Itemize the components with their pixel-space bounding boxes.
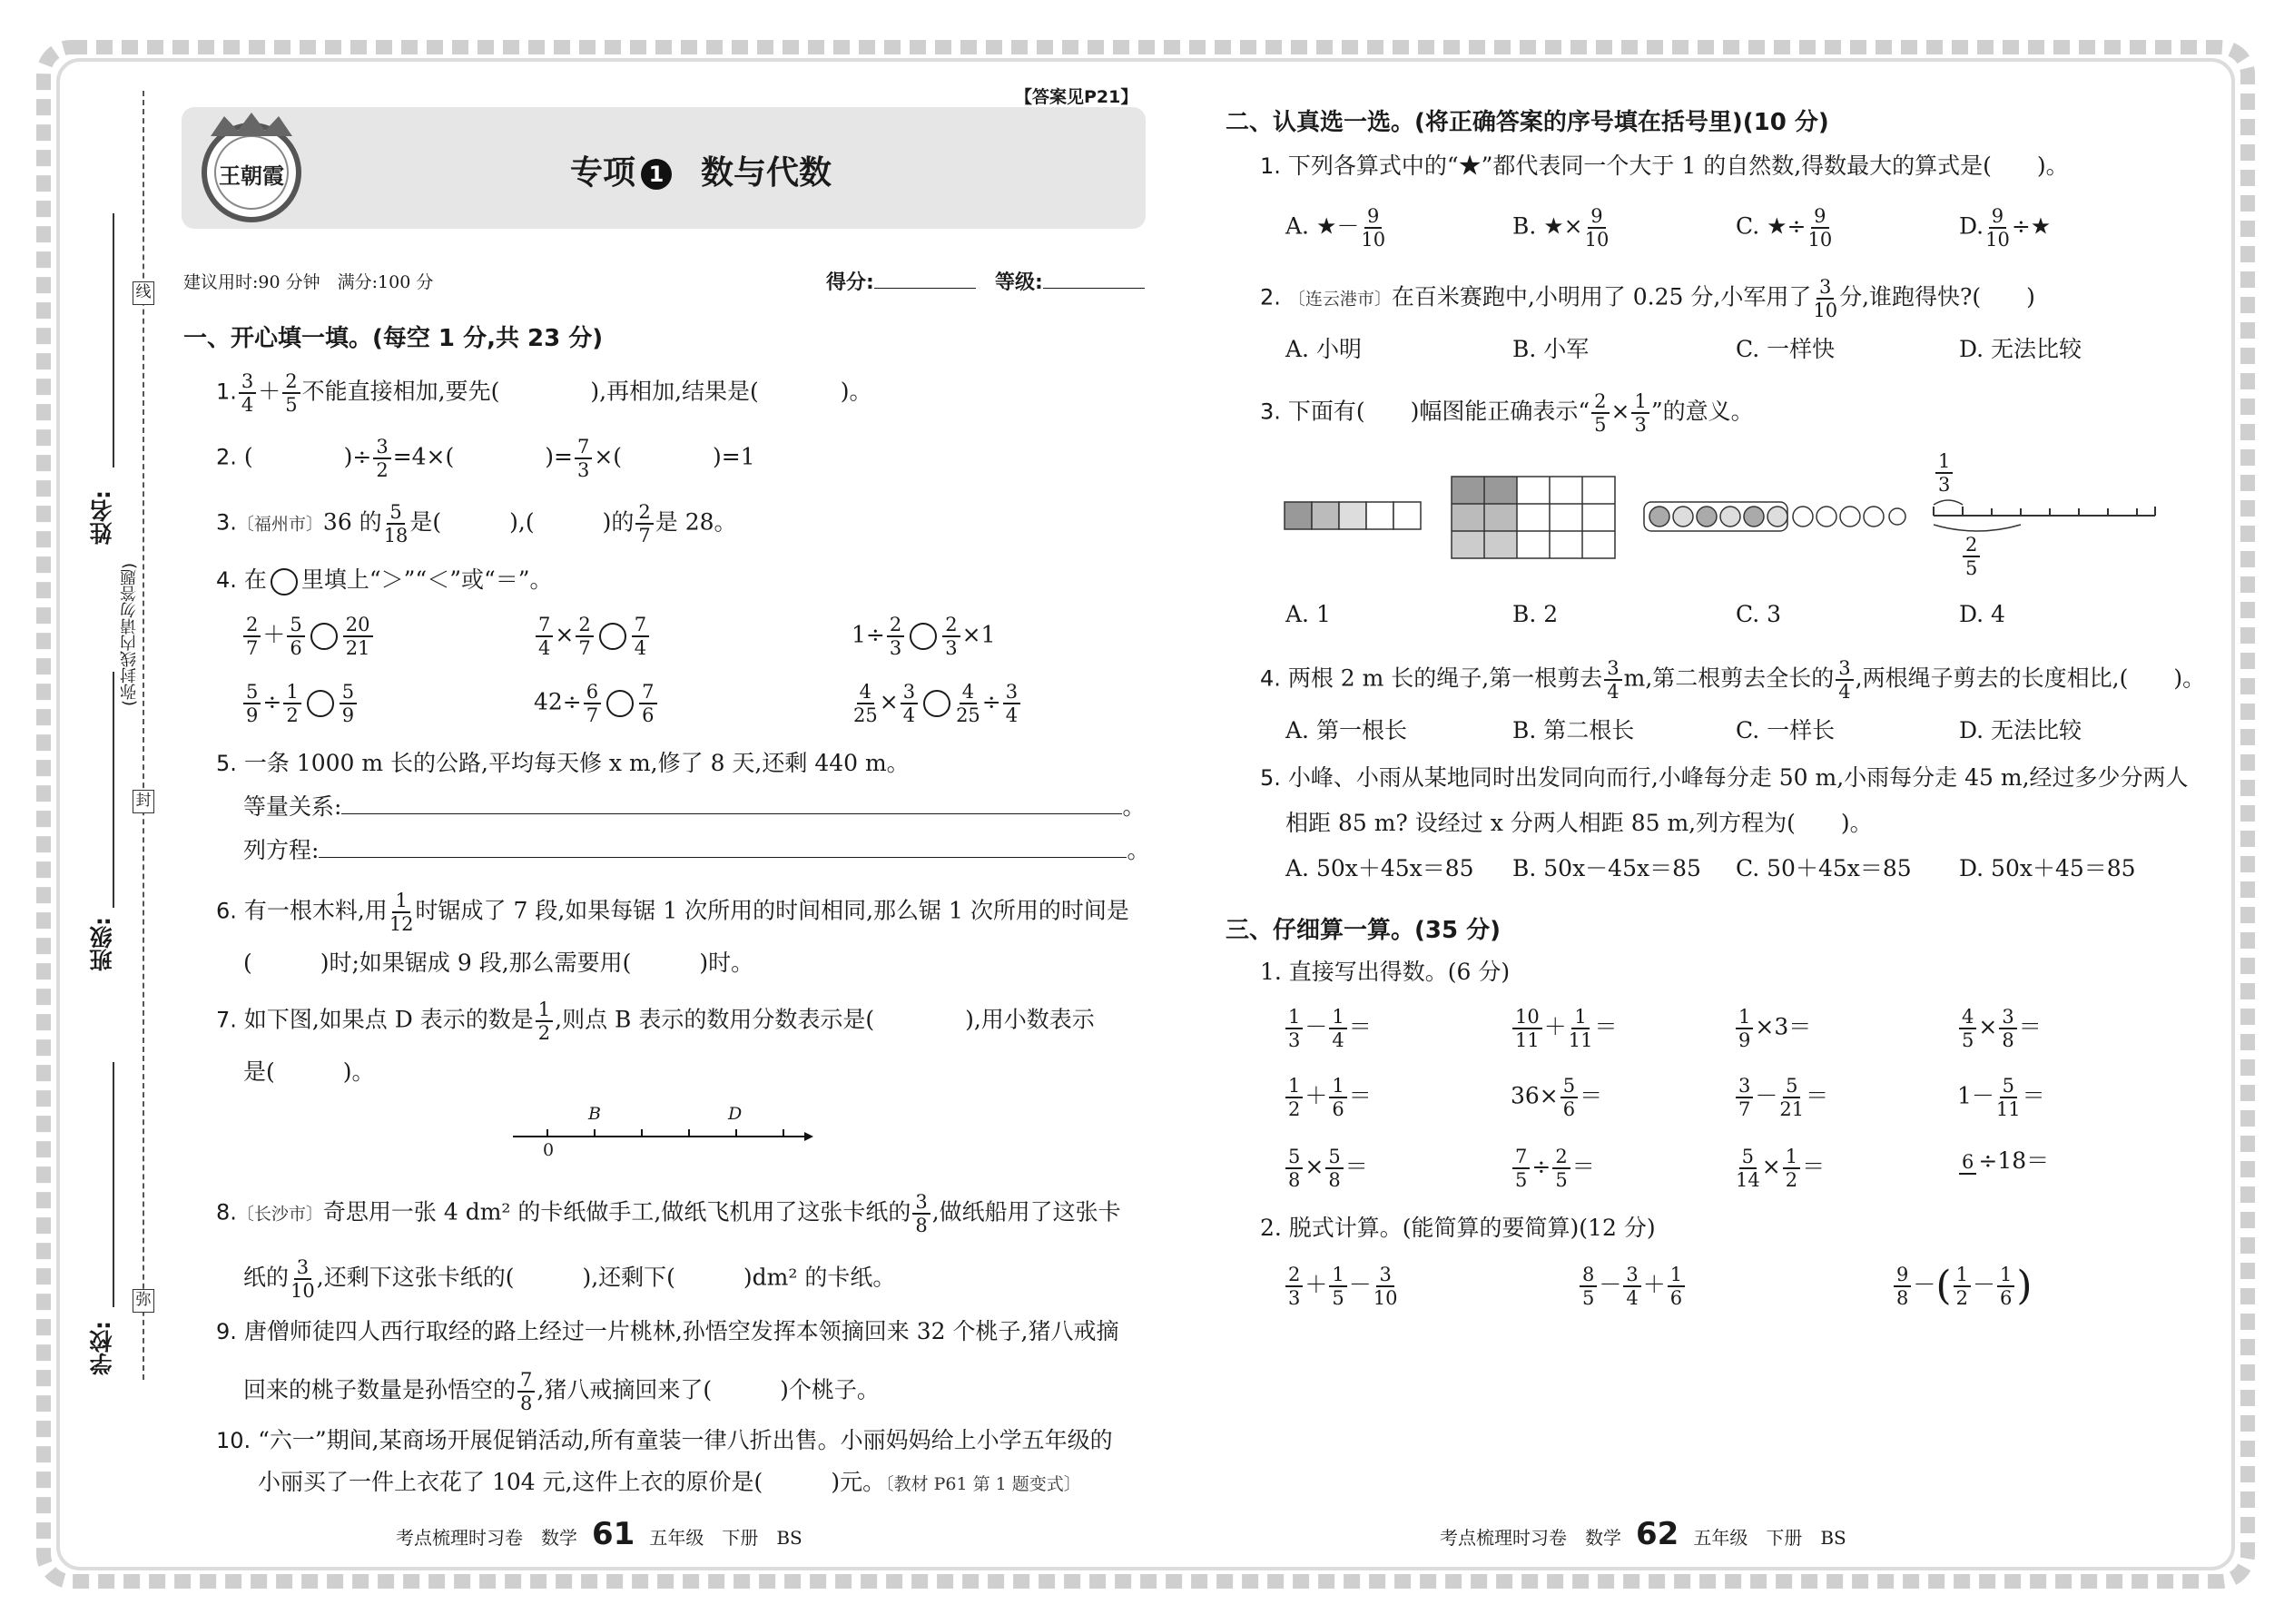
title-badge: 1: [641, 159, 672, 190]
s1-q4: 4. 在 里填上“＞”“＜”或“＝”。: [216, 565, 553, 595]
s2-q1-option-c[interactable]: C. ★÷ $\frac{9}{10}$: [1736, 205, 1833, 251]
section2-title: 二、认真选一选。(将正确答案的序号填在括号里)(10 分): [1226, 109, 1829, 136]
s1-q9-cont: 回来的桃子数量是孙悟空的 $\frac{7}{8}$ ,猪八戒摘回来了( )个桃子。: [243, 1369, 880, 1414]
segment-top-fraction: $\frac{1}{3}$: [1934, 450, 1954, 496]
s2-q5-option-a[interactable]: A. 50x＋45x＝85: [1285, 855, 1474, 881]
binding-mark-xian: 线: [133, 281, 154, 305]
page-title: 专项 1 数与代数: [570, 154, 832, 192]
s2-q3: 3. 下面有( )幅图能正确表示“ $\frac{2}{5}$ × $\frac{1}{3}$ ”的意义。: [1260, 390, 1754, 436]
s2-q1: 1. 下列各算式中的“★”都代表同一个大于 1 的自然数,得数最大的算式是( )。: [1260, 153, 2069, 179]
s2-q4: 4. 两根 2 m 长的绳子,第一根剪去 $\frac{3}{4}$ m,第二根剪去全长的 $\frac{3}{4}$ ,两根绳子剪去的长度相比,( )。: [1260, 657, 2206, 703]
svg-text:王朝霞: 王朝霞: [219, 162, 284, 189]
s2-q3-option-c[interactable]: C. 3: [1736, 601, 1782, 627]
brand-logo: [192, 109, 310, 227]
s1-q2: 2. ( )÷ $\frac{3}{2}$ =4×( )= $\frac{7}{3}$ ×( )=1: [216, 436, 755, 481]
s3-part1-title: 1. 直接写出得数。(6 分): [1260, 959, 1511, 985]
s2-q2: 2. 〔连云港市〕在百米赛跑中,小明用了 0.25 分,小军用了 $\frac{3}{10}$ 分,谁跑得快?( ): [1260, 276, 2035, 321]
s2-q4-option-c[interactable]: C. 一样长: [1736, 717, 1836, 743]
class-line: [113, 672, 114, 908]
calc-10: $\frac{7}{5}$ ÷ $\frac{2}{5}$ ＝: [1511, 1146, 1595, 1191]
s1-q3: 3.〔福州市〕36 的 $\frac{5}{18}$ 是( ),( )的 $\frac{2}{7}$ 是 28。: [216, 501, 737, 546]
s3-part2-title: 2. 脱式计算。(能简算的要简算)(12 分): [1260, 1215, 1656, 1241]
grade-field[interactable]: 等级:: [995, 267, 1145, 295]
calc-6: 36× $\frac{5}{6}$ ＝: [1511, 1075, 1603, 1120]
s1-q10: 10. “六一”期间,某商场开展促销活动,所有童装一律八折出售。小丽妈妈给上小学五年级的: [216, 1427, 1113, 1453]
calc-7: $\frac{3}{7}$ － $\frac{5}{21}$ ＝: [1734, 1075, 1828, 1120]
figure-grid: [1451, 476, 1616, 559]
binding-mark-feng: 封: [133, 790, 154, 813]
compare-3: 1÷ $\frac{2}{3}$ $\frac{2}{3}$ ×1: [852, 614, 996, 659]
s1-q7: 7. 如下图,如果点 D 表示的数是 $\frac{1}{2}$ ,则点 B 表示的数用分数表示是( ),用小数表示: [216, 999, 1095, 1044]
relation-field[interactable]: 等量关系: 。: [243, 793, 1146, 820]
section3-title: 三、仔细算一算。(35 分): [1226, 917, 1501, 944]
s1-q7-cont: 是( )。: [243, 1058, 375, 1085]
point-d-label: D: [728, 1104, 743, 1124]
s2-q3-option-b[interactable]: B. 2: [1512, 601, 1559, 627]
compare-2: $\frac{7}{4}$ × $\frac{2}{7}$ $\frac{7}{4}$: [534, 614, 651, 659]
time-label: 建议用时:90 分钟 满分:100 分: [183, 272, 434, 292]
footer-right: 考点梳理时习卷 数学 62 五年级 下册 BS: [1440, 1516, 1846, 1552]
compare-1: $\frac{2}{7}$ ＋ $\frac{5}{6}$ $\frac{20}{21}$: [241, 614, 375, 659]
number-line-bd: [508, 1098, 817, 1162]
s2-q2-option-a[interactable]: A. 小明: [1285, 336, 1362, 362]
s2-q4-option-a[interactable]: A. 第一根长: [1285, 717, 1407, 743]
equation-field[interactable]: 列方程: 。: [243, 837, 1150, 863]
s2-q5-cont: 相距 85 m? 设经过 x 分两人相距 85 m,列方程为( )。: [1285, 810, 1873, 836]
step-calc-1: $\frac{2}{3}$ ＋ $\frac{1}{5}$ － $\frac{3}{10}$: [1284, 1264, 1400, 1309]
s2-q3-option-a[interactable]: A. 1: [1285, 601, 1331, 627]
calc-2: $\frac{10}{11}$ ＋ $\frac{1}{11}$ ＝: [1511, 1006, 1618, 1051]
calc-8: 1－ $\frac{5}{11}$ ＝: [1957, 1075, 2045, 1120]
s2-q1-option-a[interactable]: A. ★－ $\frac{9}{10}$: [1285, 205, 1386, 251]
calc-4: $\frac{4}{5}$ × $\frac{3}{8}$ ＝: [1957, 1006, 2042, 1051]
s2-q4-option-b[interactable]: B. 第二根长: [1512, 717, 1635, 743]
compare-6: $\frac{4}{25}$ × $\frac{3}{4}$ $\frac{4}{25}$ ÷ $\frac{3}{4}$: [852, 681, 1022, 726]
s2-q5-option-b[interactable]: B. 50x－45x＝85: [1512, 855, 1701, 881]
s2-q2-option-d[interactable]: D. 无法比较: [1959, 336, 2082, 362]
calc-3: $\frac{1}{9}$ ×3＝: [1734, 1006, 1811, 1051]
s2-q5-option-d[interactable]: D. 50x＋45＝85: [1959, 855, 2136, 881]
s2-q5-option-c[interactable]: C. 50＋45x＝85: [1736, 855, 1912, 881]
s2-q1-option-d[interactable]: D. $\frac{9}{10}$ ÷★: [1959, 205, 2052, 251]
s2-q2-option-b[interactable]: B. 小军: [1512, 336, 1590, 362]
calc-5: $\frac{1}{2}$ ＋ $\frac{1}{6}$ ＝: [1284, 1075, 1372, 1120]
step-calc-3: $\frac{9}{8}$ －( $\frac{1}{2}$ － $\frac{1}{6}$ ): [1892, 1264, 2033, 1309]
calc-11: $\frac{5}{14}$ × $\frac{1}{2}$ ＝: [1736, 1146, 1826, 1191]
section1-title: 一、开心填一填。(每空 1 分,共 23 分): [183, 325, 604, 352]
calc-1: $\frac{1}{3}$ － $\frac{1}{4}$ ＝: [1284, 1006, 1372, 1051]
calc-12: 6 ÷18＝: [1957, 1146, 2049, 1176]
step-calc-2: $\frac{8}{5}$ － $\frac{3}{4}$ ＋ $\frac{1}{6}$: [1578, 1264, 1687, 1309]
s2-q2-option-c[interactable]: C. 一样快: [1736, 336, 1836, 362]
name-line: [113, 213, 114, 468]
class-label: 班级:: [89, 917, 115, 971]
school-label: 学校:: [89, 1321, 115, 1375]
point-b-label: B: [588, 1104, 601, 1124]
s1-q6: 6. 有一根木料,用 $\frac{1}{12}$ 时锯成了 7 段,如果每锯 1 次所用的时间相同,那么锯 1 次所用的时间是: [216, 890, 1129, 935]
calc-9: $\frac{5}{8}$ × $\frac{5}{8}$ ＝: [1284, 1146, 1368, 1191]
figure-strip: [1284, 501, 1422, 532]
binding-notice: (弥封线内请勿答题): [120, 563, 139, 707]
s2-q5: 5. 小峰、小雨从某地同时出发同向而行,小峰每分走 50 m,小雨每分走 45 m,经过多少分两人: [1260, 764, 2189, 791]
figure-circles: [1643, 501, 1906, 534]
s1-q1: 1. $\frac{3}{4}$ ＋ $\frac{2}{5}$ 不能直接相加,要先( ),再相加,结果是( )。: [216, 370, 872, 416]
school-line: [113, 1062, 114, 1307]
s1-q10-cont: 小丽买了一件上衣花了 104 元,这件上衣的原价是( )元。〔教材 P61 第 1 题变式〕: [258, 1469, 1081, 1495]
binding-mark-mi: 弥: [133, 1289, 154, 1313]
s1-q9: 9. 唐僧师徒四人西行取经的路上经过一片桃林,孙悟空发挥本领摘回来 32 个桃子,猪八戒摘: [216, 1318, 1119, 1344]
s2-q1-option-b[interactable]: B. ★× $\frac{9}{10}$: [1512, 205, 1610, 251]
s1-q8-cont: 纸的 $\frac{3}{10}$ ,还剩下这张卡纸的( ),还剩下( )dm² 的卡纸。: [243, 1256, 896, 1302]
s1-q8: 8.〔长沙市〕奇思用一张 4 dm² 的卡纸做手工,做纸飞机用了这张卡纸的 $\frac{3}{8}$ ,做纸船用了这张卡: [216, 1191, 1121, 1236]
s1-q6-cont: ( )时;如果锯成 9 段,那么需要用( )时。: [243, 950, 754, 976]
s2-q3-option-d[interactable]: D. 4: [1959, 601, 2005, 627]
s1-q5: 5. 一条 1000 m 长的公路,平均每天修 x m,修了 8 天,还剩 440 m。: [216, 750, 910, 776]
footer-left: 考点梳理时习卷 数学 61 五年级 下册 BS: [396, 1516, 802, 1552]
segment-bottom-fraction: $\frac{2}{5}$: [1961, 534, 1982, 579]
score-field[interactable]: 得分:: [826, 267, 976, 295]
name-label: 姓名:: [89, 490, 115, 545]
compare-5: 42÷ $\frac{6}{7}$ $\frac{7}{6}$: [534, 681, 659, 726]
compare-4: $\frac{5}{9}$ ÷ $\frac{1}{2}$ $\frac{5}{9}$: [241, 681, 359, 726]
answer-ref: 【答案见P21】: [1015, 87, 1138, 107]
s2-q4-option-d[interactable]: D. 无法比较: [1959, 717, 2082, 743]
zero-label: 0: [543, 1140, 555, 1160]
